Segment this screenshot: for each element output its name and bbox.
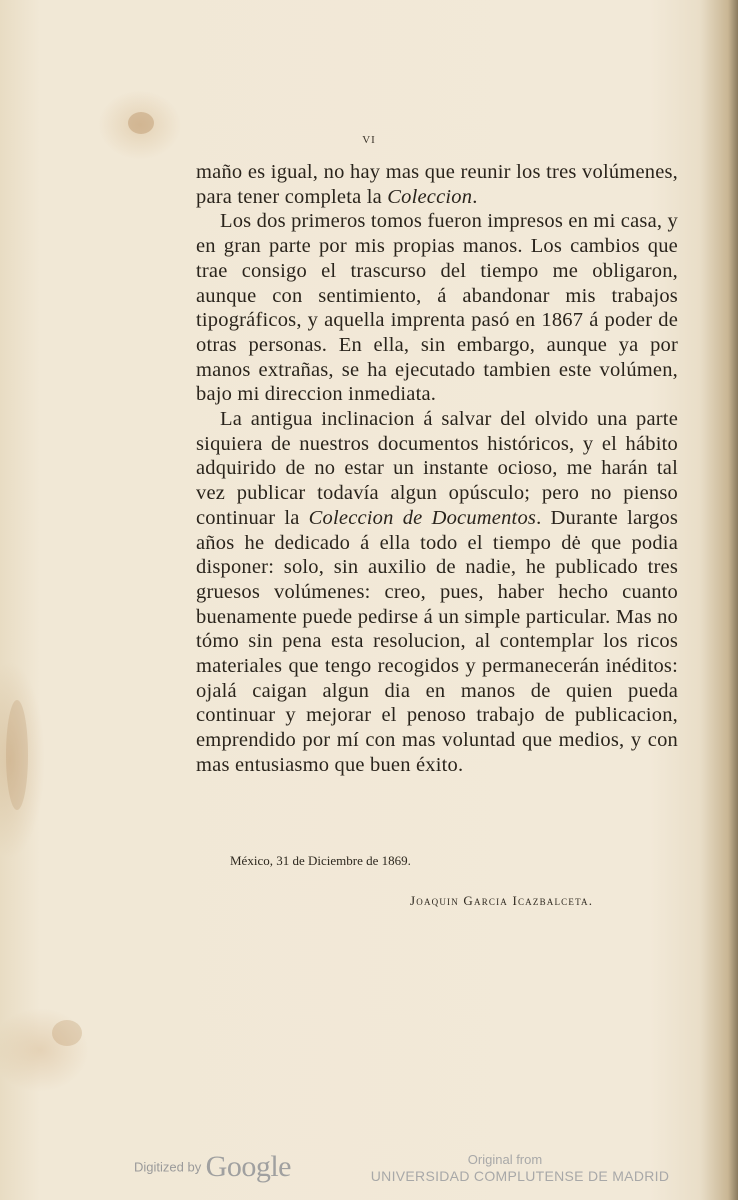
page-number: VI [362, 134, 376, 146]
text-segment: Los dos primeros tomos fueron impresos en mi casa, y en gran parte por mis propias manos. Los cambios que trae consigo el trascurso del tiempo me obligaron, aunque con sentimiento, á abandonar mis trabajos tipográficos, y aquella imprenta pasó en 1867 á poder de otras personas. En ella, sin embargo, aunque ya por manos extrañas, se ha ejecutado tambien este volúmen, bajo mi direccion inmediata. [196, 210, 678, 406]
body-text [196, 160, 678, 778]
text-segment: . Durante largos años he dedicado á ella todo el tiempo dė que podia disponer: solo, sin auxilio de nadie, he publicado tres gruesos volúmenes: creo, pues, haber hecho cuanto buenamente puede pedirse á un simple particular. Mas no tómo sin pena esta resolucion, al contemplar los ricos materiales que tengo recogidos y permanecerán inéditos: ojalá caigan algun dia en manos de quien pueda continuar y mejorar el penoso trabajo de publicacion, emprendido por mí con mas voluntad que medios, y con mas entusiasmo que buen éxito. [196, 506, 679, 776]
text-segment: La antigua inclinacion á salvar del olvido una parte siquiera de nuestros documentos históricos, y el hábito adquirido de no estar un instante ocioso, me harán tal vez publicar todavía algun opúsculo; pero no pienso continuar la [196, 408, 678, 529]
digitized-by-watermark [134, 1150, 291, 1184]
paragraph [196, 407, 678, 778]
paragraph [196, 209, 678, 407]
text-segment: . [472, 185, 478, 208]
foxing-stain [6, 700, 28, 810]
italic-title: Coleccion de Documentos [308, 506, 537, 529]
author-signature: Joaquin Garcia Icazbalceta. [410, 893, 594, 908]
google-logo: Google [205, 1150, 291, 1183]
text-segment: maño es igual, no hay mas que reunir los tres volúmenes, para tener completa la [196, 161, 678, 208]
institution-name: UNIVERSIDAD COMPLUTENSE DE MADRID [370, 1168, 670, 1184]
foxing-stain [52, 1020, 82, 1046]
foxing-stain [128, 112, 154, 134]
original-from-label: Original from [467, 1152, 543, 1167]
original-from-watermark [360, 1152, 738, 1184]
date-line: México, 31 de Diciembre de 1869. [230, 853, 411, 868]
paragraph [196, 160, 678, 209]
digitized-by-label: Digitized by [134, 1159, 202, 1175]
italic-title: Coleccion [387, 185, 473, 208]
